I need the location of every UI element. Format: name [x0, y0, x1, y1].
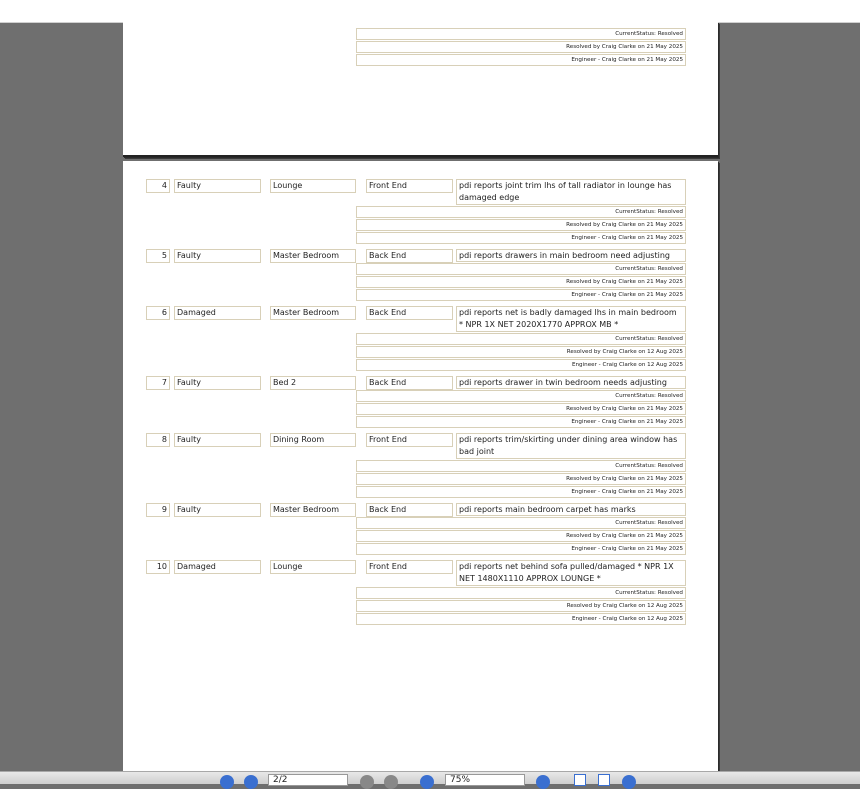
- item-type: Faulty: [174, 376, 261, 390]
- resolved-line: Resolved by Craig Clarke on 21 May 2025: [356, 219, 686, 231]
- item-number: 4: [146, 179, 170, 193]
- item-type: Damaged: [174, 560, 261, 574]
- engineer-line: Engineer - Craig Clarke on 21 May 2025: [356, 543, 686, 555]
- resolved-line: Resolved by Craig Clarke on 12 Aug 2025: [356, 346, 686, 358]
- first-page-icon[interactable]: [220, 775, 234, 789]
- next-page-icon[interactable]: [360, 775, 374, 789]
- engineer-line: Engineer - Craig Clarke on 21 May 2025: [356, 232, 686, 244]
- item-room: Master Bedroom: [270, 249, 356, 263]
- item-number: 7: [146, 376, 170, 390]
- copy-icon[interactable]: [598, 774, 610, 786]
- resolved-line: Resolved by Craig Clarke on 21 May 2025: [356, 403, 686, 415]
- item-area: Front End: [366, 560, 453, 574]
- item-type: Damaged: [174, 306, 261, 320]
- single-page-icon[interactable]: [574, 774, 586, 786]
- last-page-icon[interactable]: [384, 775, 398, 789]
- zoom-in-icon[interactable]: [536, 775, 550, 789]
- engineer-line: Engineer - Craig Clarke on 21 May 2025: [356, 289, 686, 301]
- viewer-top-bar: [0, 0, 860, 23]
- engineer-line: Engineer - Craig Clarke on 21 May 2025: [356, 486, 686, 498]
- item-description: pdi reports net is badly damaged lhs in main bedroom * NPR 1X NET 2020X1770 APPROX MB *: [456, 306, 686, 332]
- item-number: 8: [146, 433, 170, 447]
- status-line: CurrentStatus: Resolved: [356, 263, 686, 275]
- item-number: 5: [146, 249, 170, 263]
- zoom-select[interactable]: 75%: [445, 774, 525, 786]
- status-line: CurrentStatus: Resolved: [356, 517, 686, 529]
- item-number: 10: [146, 560, 170, 574]
- item-number: 9: [146, 503, 170, 517]
- item-room: Master Bedroom: [270, 306, 356, 320]
- item-room: Lounge: [270, 179, 356, 193]
- status-line: CurrentStatus: Resolved: [356, 390, 686, 402]
- item-area: Front End: [366, 179, 453, 193]
- item-description: pdi reports net behind sofa pulled/damaged * NPR 1X NET 1480X1110 APPROX LOUNGE *: [456, 560, 686, 586]
- item-type: Faulty: [174, 179, 261, 193]
- item-room: Master Bedroom: [270, 503, 356, 517]
- report-page-1: [123, 22, 718, 157]
- item-area: Back End: [366, 503, 453, 517]
- item-room: Bed 2: [270, 376, 356, 390]
- item-room: Dining Room: [270, 433, 356, 447]
- item-area: Back End: [366, 249, 453, 263]
- status-line: CurrentStatus: Resolved: [356, 587, 686, 599]
- item-area: Back End: [366, 306, 453, 320]
- help-icon[interactable]: [622, 775, 636, 789]
- zoom-out-icon[interactable]: [420, 775, 434, 789]
- item-number: 6: [146, 306, 170, 320]
- item-area: Back End: [366, 376, 453, 390]
- engineer-line: Engineer - Craig Clarke on 21 May 2025: [356, 54, 686, 66]
- item-area: Front End: [366, 433, 453, 447]
- engineer-line: Engineer - Craig Clarke on 21 May 2025: [356, 416, 686, 428]
- item-room: Lounge: [270, 560, 356, 574]
- resolved-line: Resolved by Craig Clarke on 21 May 2025: [356, 530, 686, 542]
- status-line: CurrentStatus: Resolved: [356, 333, 686, 345]
- previous-page-icon[interactable]: [244, 775, 258, 789]
- report-page-2: [123, 161, 718, 776]
- resolved-line: Resolved by Craig Clarke on 21 May 2025: [356, 473, 686, 485]
- item-description: pdi reports joint trim lhs of tall radiator in lounge has damaged edge: [456, 179, 686, 205]
- engineer-line: Engineer - Craig Clarke on 12 Aug 2025: [356, 613, 686, 625]
- status-line: CurrentStatus: Resolved: [356, 206, 686, 218]
- resolved-line: Resolved by Craig Clarke on 21 May 2025: [356, 276, 686, 288]
- resolved-line: Resolved by Craig Clarke on 21 May 2025: [356, 41, 686, 53]
- item-type: Faulty: [174, 503, 261, 517]
- item-description: pdi reports main bedroom carpet has marks: [456, 503, 686, 516]
- item-type: Faulty: [174, 433, 261, 447]
- viewer-toolbar: [0, 771, 860, 784]
- item-type: Faulty: [174, 249, 261, 263]
- item-description: pdi reports drawer in twin bedroom needs adjusting: [456, 376, 686, 389]
- item-description: pdi reports drawers in main bedroom need adjusting: [456, 249, 686, 262]
- resolved-line: Resolved by Craig Clarke on 12 Aug 2025: [356, 600, 686, 612]
- status-line: CurrentStatus: Resolved: [356, 460, 686, 472]
- page-number-input[interactable]: 2/2: [268, 774, 348, 786]
- status-line: CurrentStatus: Resolved: [356, 28, 686, 40]
- item-description: pdi reports trim/skirting under dining area window has bad joint: [456, 433, 686, 459]
- engineer-line: Engineer - Craig Clarke on 12 Aug 2025: [356, 359, 686, 371]
